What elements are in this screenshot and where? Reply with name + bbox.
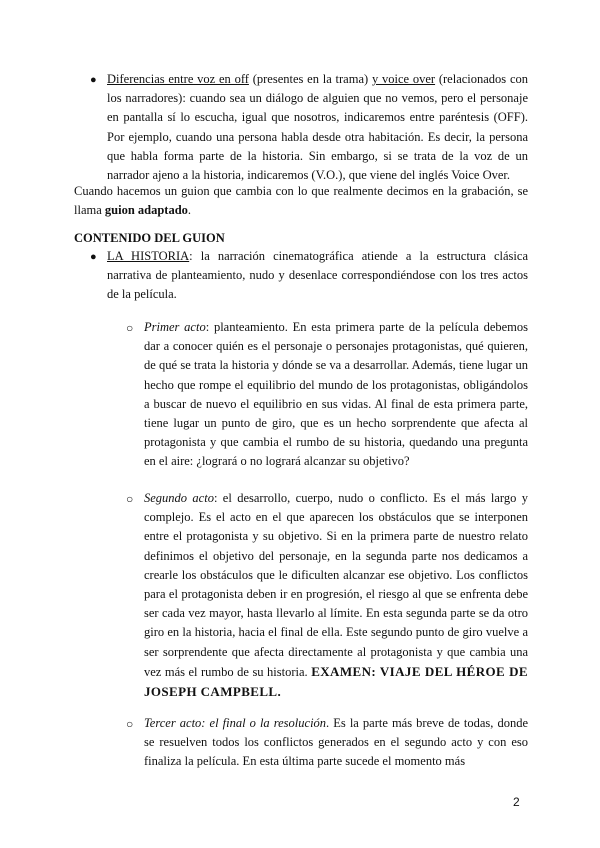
bullet-text-mid: (presentes en la trama) [248, 72, 372, 86]
act-body: : el desarrollo, cuerpo, nudo o conflicto. Es el más largo y complejo. Es el acto en el que aparecen los obstáculos que se interponen entre el protagonista y su objetivo. Si en la primera parte de nuestro relato definimos el objetivo del personaje, en la segunda parte nos dedicamos a crearle los obstáculos que le dificulten alcanzar ese objetivo. Los conflictos para el protagonista deben ir en progresión, el riesgo al que se enfrenta debe ser cada vez mayor, hasta llevarlo al límite. En esta segunda parte se da otro giro en la historia, hacia el final de ella. Este segundo punto de giro vuelve a ser sorprendente que afecta directamente al protagonista y que cambia una vez más el rumbo de su historia. [144, 491, 528, 679]
act-segundo-acto [144, 489, 528, 702]
page-number: 2 [513, 795, 520, 809]
exam-note: EXAMEN: VIAJE DEL HÉROE DE JOSEPH CAMPBELL. [144, 663, 528, 700]
act-title: Tercer acto: el final o la resolución [144, 716, 327, 730]
act-title: Segundo acto [144, 491, 214, 505]
bullet-voz-en-off [107, 70, 528, 185]
bold-guion-adaptado: guion adaptado [104, 203, 188, 218]
act-title: Primer acto [144, 320, 206, 334]
paragraph-end: . [187, 203, 192, 218]
sub-bullet-marker: ○ [126, 717, 134, 731]
section-heading: CONTENIDO DEL GUION [74, 231, 225, 245]
term-voz-en-off: Diferencias entre voz en off [107, 72, 249, 86]
act-primer-acto [144, 318, 528, 472]
bullet-marker: ● [90, 74, 97, 86]
bullet-text-body: (relacionados con los narradores): cuando sea un diálogo de alguien que no vemos, pero el personaje en pantalla sí lo escucha, igual que nosotros, indicaremos entre paréntesis (OFF). Por ejemplo, cuando una persona habla desde otra habitación. Es decir, la persona que habla forma parte de la historia. Sin embargo, si se trata de la voz de un narrador ajeno a la historia, indicaremos (V.O.), que viene del inglés Voice Over. [107, 72, 529, 183]
act-body: : planteamiento. En esta primera parte de la película debemos dar a conocer quién es el personaje o personajes protagonistas, qué quieren, de qué se trata la historia y dónde se va a desarrollar. Además, tiene lugar un hecho que rompe el equilibrio del mundo de los protagonistas, obligándolos a buscar de nuevo el equilibrio en sus vidas. Al final de esta primera parte, tiene lugar un punto de giro, que es un hecho sorprendente que afecta al protagonista y que cambia el rumbo de su historia, quedando una pregunta en el aire: ¿logrará o no logrará alcanzar su objetivo? [144, 320, 528, 469]
act-tercer-acto [144, 714, 528, 772]
sub-bullet-marker: ○ [126, 321, 134, 335]
paragraph-text: Cuando hacemos un guion que cambia con lo que realmente decimos en la grabación, se llama [74, 184, 528, 218]
term-la-historia: LA HISTORIA [107, 249, 190, 263]
term-voice-over: y voice over [371, 72, 436, 86]
bullet-la-historia [107, 247, 528, 305]
paragraph-guion-adaptado [74, 182, 528, 220]
sub-bullet-marker: ○ [126, 492, 134, 506]
bullet-marker: ● [90, 251, 97, 263]
act-body: . Es la parte más breve de todas, donde se resuelven todos los conflictos generados en el segundo acto y con eso finaliza la película. En esta última parte sucede el momento más [144, 716, 528, 769]
bullet-text-body: : la narración cinematográfica atiende a la estructura clásica narrativa de planteamiento, nudo y desenlace correspondiéndose con los tres actos de la película. [107, 249, 528, 302]
